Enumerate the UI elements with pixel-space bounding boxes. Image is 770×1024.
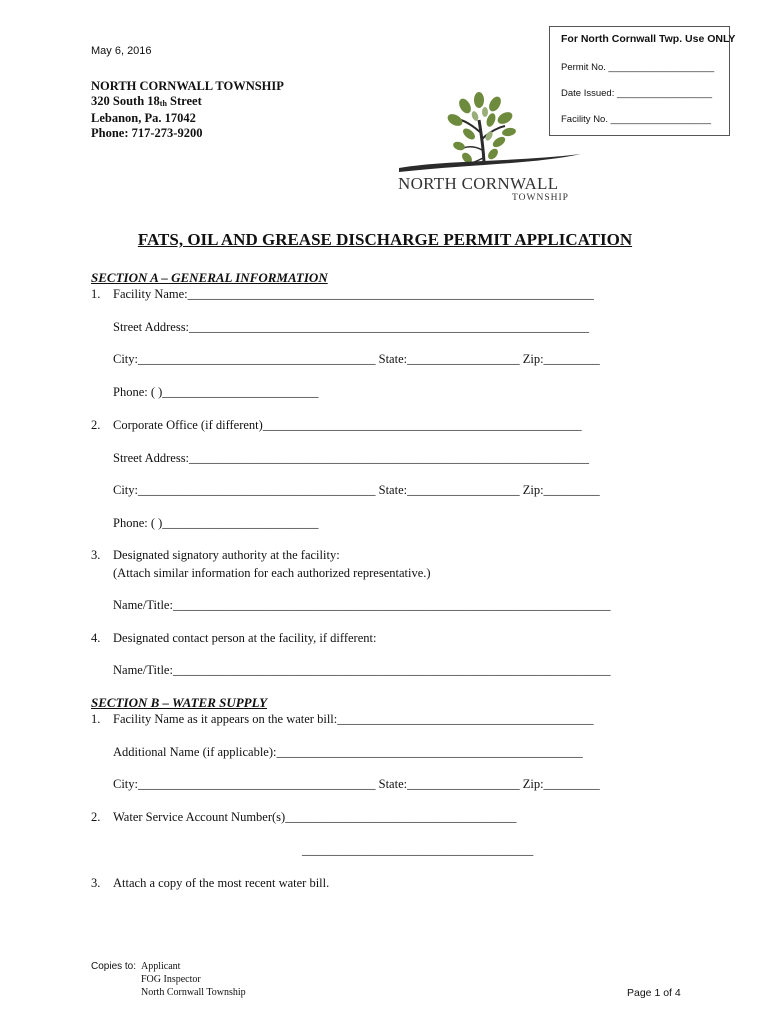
- date-issued-field[interactable]: Date Issued: __________________: [561, 88, 713, 99]
- water-account-field[interactable]: Water Service Account Number(s)_____________________________________: [113, 810, 517, 824]
- contact-person-label: Designated contact person at the facility, if different:: [113, 631, 377, 645]
- attach-bill-instruction: Attach a copy of the most recent water bill.: [113, 876, 330, 890]
- water-city-state-zip-field[interactable]: City:______________________________________ State:__________________ Zip:_________: [113, 777, 600, 791]
- office-use-title: For North Cornwall Twp. Use ONLY: [561, 33, 736, 45]
- signatory-note: (Attach similar information for each authorized representative.): [113, 566, 431, 580]
- tree-icon: [446, 92, 517, 165]
- facility-no-field[interactable]: Facility No. ___________________: [561, 114, 712, 125]
- corporate-office-field[interactable]: Corporate Office (if different)___________________________________________________: [113, 418, 582, 432]
- form-title: FATS, OIL AND GREASE DISCHARGE PERMIT APPLICATION: [137, 230, 633, 249]
- section-b-heading: SECTION B – WATER SUPPLY: [91, 695, 268, 710]
- item-number: 1.: [91, 287, 101, 301]
- additional-name-field[interactable]: Additional Name (if applicable):_________________________________________________: [113, 745, 583, 759]
- township-address-block: [91, 79, 284, 141]
- street-address-field[interactable]: Street Address:________________________________________________________________: [113, 320, 590, 334]
- permit-no-field[interactable]: Permit No. ____________________: [561, 62, 715, 73]
- corporate-city-state-zip-field[interactable]: City:______________________________________ State:__________________ Zip:_________: [113, 483, 600, 497]
- corporate-street-field[interactable]: Street Address:________________________________________________________________: [113, 451, 590, 465]
- item-number: 3.: [91, 548, 101, 562]
- water-bill-facility-name-field[interactable]: Facility Name as it appears on the water bill:_________________________________________: [113, 712, 594, 726]
- item-number: 2.: [91, 418, 101, 432]
- signatory-name-title-field[interactable]: Name/Title:______________________________________________________________________: [113, 598, 611, 612]
- city-state-zip-field[interactable]: City:______________________________________ State:__________________ Zip:_________: [113, 352, 600, 366]
- copy-recipient: Applicant: [141, 961, 181, 972]
- contact-name-title-field[interactable]: Name/Title:______________________________________________________________________: [113, 663, 611, 677]
- copies-label: Copies to:: [91, 961, 137, 972]
- org-name: NORTH CORNWALL TOWNSHIP: [91, 79, 284, 93]
- phone-field[interactable]: Phone: ( )_________________________: [113, 385, 319, 399]
- item-number: 3.: [91, 876, 101, 890]
- signatory-label: Designated signatory authority at the facility:: [113, 548, 340, 562]
- water-account-extra-field[interactable]: _____________________________________: [302, 843, 534, 857]
- document-date: May 6, 2016: [91, 45, 152, 57]
- logo-name: NORTH CORNWALL: [398, 174, 559, 193]
- section-a-heading: SECTION A – GENERAL INFORMATION: [91, 270, 328, 285]
- copy-recipient: North Cornwall Township: [141, 987, 246, 998]
- city-line: Lebanon, Pa. 17042: [91, 111, 196, 125]
- item-number: 4.: [91, 631, 101, 645]
- copies-list: [141, 960, 246, 999]
- street-address: 320 South $18_{th}$ Street: [91, 94, 202, 108]
- corporate-phone-field[interactable]: Phone: ( )_________________________: [113, 516, 319, 530]
- copy-recipient: FOG Inspector: [141, 974, 201, 985]
- item-number: 1.: [91, 712, 101, 726]
- item-number: 2.: [91, 810, 101, 824]
- facility-name-field[interactable]: Facility Name:_________________________________________________________________: [113, 287, 594, 301]
- phone-line: Phone: 717-273-9200: [91, 126, 203, 140]
- logo-subtitle: TOWNSHIP: [512, 193, 569, 203]
- page-number: Page 1 of 4: [627, 987, 681, 999]
